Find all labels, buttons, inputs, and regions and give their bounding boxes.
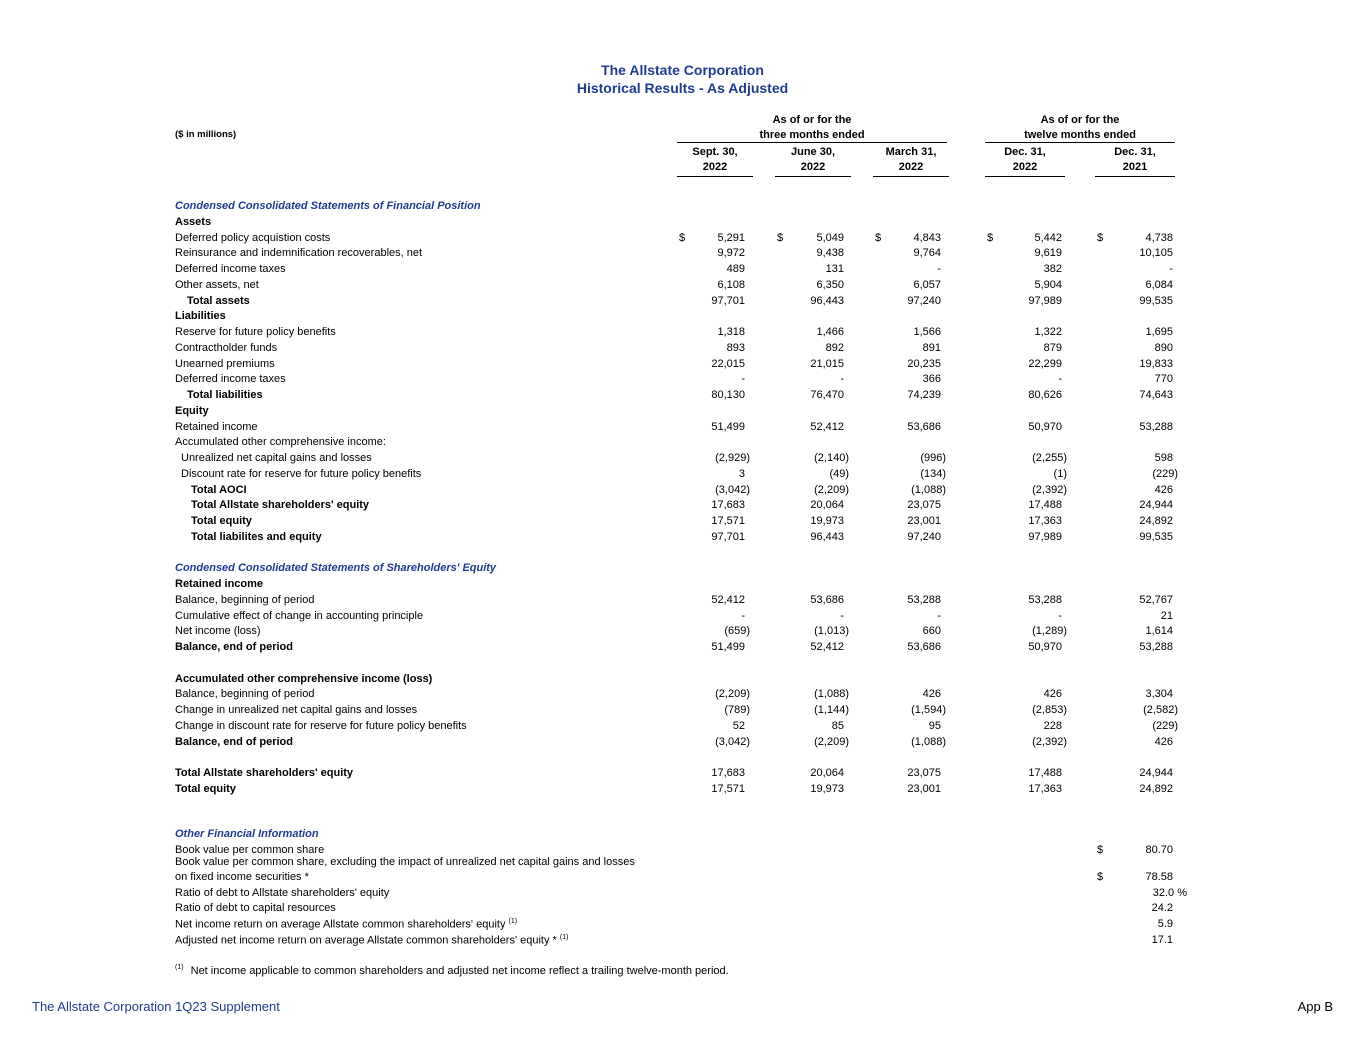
value-cell: (1,289) — [1032, 625, 1067, 638]
table-row — [0, 720, 1365, 736]
row-label: Total equity — [191, 515, 252, 527]
value-cell: 1,466 — [816, 326, 844, 338]
value-cell: (2,392) — [1032, 735, 1067, 748]
value-cell: (2,209) — [715, 688, 750, 701]
book-value-excl-row-line1 — [0, 856, 1365, 872]
row-label: Liabilities — [175, 310, 226, 323]
value-cell: 4,738 — [1145, 231, 1173, 244]
value-cell: 52,767 — [1139, 593, 1173, 606]
row-label — [175, 918, 517, 931]
value-cell: (2,209) — [814, 483, 849, 496]
group-header-line1: As of or for the — [1040, 114, 1120, 126]
section-title: Other Financial Information — [175, 828, 319, 840]
column-header-june-2022 — [775, 145, 851, 175]
row-label: Equity — [175, 404, 209, 417]
value-cell: 74,643 — [1139, 389, 1173, 401]
value-cell: 3,304 — [1145, 688, 1173, 701]
table-row — [0, 279, 1365, 295]
value-cell: - — [840, 609, 844, 622]
row-label: Contractholder funds — [175, 341, 278, 354]
table-row — [0, 531, 1365, 547]
value-cell: 53,686 — [907, 641, 941, 653]
report-subtitle: Historical Results - As Adjusted — [576, 80, 789, 96]
value-cell: 21,015 — [810, 357, 844, 370]
value-cell: (2,209) — [814, 735, 849, 748]
dollar-sign: $ — [777, 231, 784, 244]
row-label: Unearned premiums — [175, 357, 275, 370]
value-cell: 9,438 — [816, 247, 844, 260]
ratio-debt-equity-row — [0, 887, 1365, 903]
column-header-line1: Sept. 30, — [692, 146, 738, 158]
table-row — [0, 421, 1365, 437]
value-cell: 97,701 — [711, 530, 745, 543]
row-label: Total equity — [175, 782, 236, 795]
row-label: Unrealized net capital gains and losses — [181, 452, 372, 464]
table-row — [0, 247, 1365, 263]
value-cell: (2,392) — [1032, 483, 1067, 496]
value-cell: 20,235 — [907, 357, 941, 370]
value-cell: (2,853) — [1032, 704, 1067, 716]
value-cell: 426 — [1154, 735, 1173, 748]
table-row — [0, 436, 1365, 452]
table-row — [0, 704, 1365, 720]
value-cell: 24,892 — [1139, 515, 1173, 527]
value-cell: 426 — [922, 688, 941, 701]
group-header-twelve-months — [985, 113, 1175, 143]
footer-page-label: App B — [1297, 999, 1333, 1014]
value-cell: 890 — [1154, 341, 1173, 354]
value-cell: 53,288 — [1028, 593, 1062, 606]
value-cell: 32.0 % — [1152, 887, 1187, 899]
value-cell: 17.1 — [1151, 934, 1173, 946]
value-cell: 96,443 — [810, 294, 844, 307]
column-underline — [677, 176, 753, 177]
group-header-line1: As of or for the — [772, 114, 852, 126]
value-cell: 23,001 — [907, 515, 941, 527]
row-label: Total Allstate shareholders' equity — [191, 499, 370, 512]
value-cell: (3,042) — [715, 735, 750, 748]
value-cell: 17,683 — [711, 499, 745, 512]
ratio-debt-capital-row — [0, 902, 1365, 918]
table-row — [0, 232, 1365, 248]
table-row — [0, 452, 1365, 468]
row-label: Book value per common share, excluding the impact of unrealized net capital gains and losses — [175, 856, 635, 868]
footnote — [175, 964, 729, 977]
value-cell: 24,944 — [1139, 499, 1173, 512]
units-label: ($ in millions) — [175, 129, 237, 140]
value-cell: 9,972 — [717, 247, 745, 260]
column-header-line2: 2021 — [1122, 161, 1148, 173]
value-cell: - — [840, 373, 844, 386]
row-label — [175, 934, 568, 947]
row-label: Balance, end of period — [175, 735, 293, 748]
section-heading — [0, 562, 1365, 578]
row-label: Balance, beginning of period — [175, 593, 315, 606]
table-row — [0, 673, 1365, 689]
value-cell: 20,064 — [810, 767, 844, 779]
column-underline — [1095, 176, 1175, 177]
adjusted-net-income-return-row — [0, 934, 1365, 950]
value-cell: 97,989 — [1028, 530, 1062, 543]
table-row — [0, 688, 1365, 704]
value-cell: (2,929) — [715, 452, 750, 464]
group-underline — [677, 142, 947, 143]
row-label: Deferred income taxes — [175, 373, 286, 386]
row-label: Cumulative effect of change in accounting principle — [175, 609, 424, 622]
table-row — [0, 594, 1365, 610]
value-cell: 97,701 — [711, 294, 745, 307]
column-header-line2: 2022 — [898, 161, 924, 173]
section-heading — [0, 200, 1365, 216]
value-cell: 52,412 — [711, 593, 745, 606]
table-row — [0, 405, 1365, 421]
table-row — [0, 751, 1365, 767]
footnote-text: Net income applicable to common shareholders and adjusted net income reflect a trailing twelve-month period. — [190, 964, 729, 977]
value-cell: 893 — [726, 341, 745, 354]
table-row — [0, 263, 1365, 279]
row-label: Total Allstate shareholders' equity — [175, 767, 354, 779]
value-cell: 23,075 — [907, 499, 941, 512]
value-cell: 17,488 — [1028, 499, 1062, 512]
value-cell: 19,833 — [1139, 357, 1173, 370]
value-cell: - — [741, 609, 745, 622]
value-cell: 1,318 — [717, 326, 745, 338]
row-label: Retained income — [175, 578, 264, 590]
value-cell: 6,108 — [717, 278, 745, 291]
value-cell: 80,626 — [1028, 389, 1062, 401]
row-label: Accumulated other comprehensive income (loss) — [175, 672, 433, 685]
column-header-line2: 2022 — [800, 161, 826, 173]
row-label: Reinsurance and indemnification recoverables, net — [175, 247, 423, 260]
column-header-line1: Dec. 31, — [1114, 146, 1156, 158]
value-cell: 53,288 — [907, 593, 941, 606]
value-cell: 51,499 — [711, 420, 745, 433]
value-cell: 5,291 — [717, 231, 745, 244]
value-cell: 21 — [1160, 609, 1173, 622]
value-cell: 23,001 — [907, 782, 941, 795]
value-cell: 770 — [1154, 373, 1173, 386]
value-cell: 52,412 — [810, 641, 844, 653]
table-row — [0, 373, 1365, 389]
value-cell: 76,470 — [810, 389, 844, 401]
value-cell: (134) — [920, 467, 946, 480]
value-cell: 80.70 — [1145, 844, 1173, 856]
value-cell: 366 — [922, 373, 941, 386]
value-cell: 1,566 — [913, 326, 941, 338]
column-header-sept-2022 — [677, 145, 753, 175]
value-cell: - — [937, 609, 941, 622]
footnote-marker: (1) — [508, 918, 518, 925]
value-cell: 6,084 — [1145, 278, 1173, 291]
dollar-sign: $ — [875, 231, 882, 244]
table-row — [0, 499, 1365, 515]
row-label: Balance, end of period — [175, 641, 293, 653]
group-header-three-months — [677, 113, 947, 143]
row-label-text: Adjusted net income return on average Allstate common shareholders' equity * — [175, 934, 557, 947]
column-underline — [985, 176, 1065, 177]
value-cell: 99,535 — [1139, 530, 1173, 543]
value-cell: 51,499 — [711, 641, 745, 653]
column-underline — [873, 176, 949, 177]
value-cell: - — [1169, 263, 1173, 275]
value-cell: 50,970 — [1028, 420, 1062, 433]
value-cell: - — [937, 263, 941, 275]
value-cell: 1,614 — [1145, 625, 1173, 638]
value-cell: (789) — [724, 704, 750, 716]
value-cell: 660 — [922, 625, 941, 638]
value-cell: 17,363 — [1028, 782, 1062, 795]
table-row — [0, 358, 1365, 374]
value-cell: 228 — [1043, 719, 1062, 732]
value-cell: 6,350 — [816, 278, 844, 291]
table-row — [0, 578, 1365, 594]
table-row — [0, 484, 1365, 500]
row-label: Reserve for future policy benefits — [175, 326, 336, 338]
table-row — [0, 326, 1365, 342]
value-cell: (1,088) — [911, 483, 946, 496]
value-cell: 10,105 — [1139, 247, 1173, 260]
table-row — [0, 783, 1365, 799]
row-label: Deferred policy acquistion costs — [175, 231, 331, 244]
value-cell: (49) — [829, 467, 849, 480]
value-cell: 426 — [1043, 688, 1062, 701]
value-cell: (2,582) — [1143, 704, 1178, 716]
group-header-line2: twelve months ended — [1024, 129, 1136, 141]
table-row — [0, 295, 1365, 311]
net-income-return-row — [0, 918, 1365, 934]
table-row — [0, 641, 1365, 657]
value-cell: 52,412 — [810, 420, 844, 433]
footer-document-title: The Allstate Corporation 1Q23 Supplement — [32, 999, 280, 1014]
value-cell: 85 — [831, 719, 844, 732]
value-cell: 3 — [738, 467, 745, 480]
value-cell: 99,535 — [1139, 294, 1173, 307]
row-label: Discount rate for reserve for future policy benefits — [181, 467, 422, 480]
value-cell: (1,144) — [814, 704, 849, 716]
value-cell: 9,619 — [1034, 247, 1062, 260]
dollar-sign: $ — [1097, 231, 1104, 244]
row-label: Assets — [175, 215, 212, 228]
value-cell: 22,015 — [711, 357, 745, 370]
value-cell: 50,970 — [1028, 641, 1062, 653]
value-cell: 5.9 — [1157, 918, 1173, 930]
value-cell: 24.2 — [1151, 902, 1173, 914]
table-row — [0, 657, 1365, 673]
value-cell: 17,571 — [711, 782, 745, 795]
value-cell: 22,299 — [1028, 357, 1062, 370]
value-cell: 52 — [732, 719, 745, 732]
value-cell: 74,239 — [907, 389, 941, 401]
row-label-text: Net income return on average Allstate common shareholders' equity — [175, 918, 506, 931]
table-row — [0, 216, 1365, 232]
dollar-sign: $ — [679, 231, 686, 244]
value-cell: 489 — [726, 263, 745, 275]
value-cell: 53,686 — [810, 593, 844, 606]
column-header-march-2022 — [873, 145, 949, 175]
column-header-line2: 2022 — [1012, 161, 1038, 173]
row-label: Total liabilites and equity — [191, 530, 322, 543]
value-cell: 598 — [1154, 452, 1173, 464]
value-cell: 131 — [825, 263, 844, 275]
book-value-excl-row — [0, 871, 1365, 887]
row-label: Other assets, net — [175, 278, 259, 291]
row-label: Ratio of debt to capital resources — [175, 902, 336, 914]
value-cell: 891 — [922, 341, 941, 354]
value-cell: (229) — [1152, 719, 1178, 732]
row-label: Deferred income taxes — [175, 263, 286, 275]
value-cell: - — [1058, 373, 1062, 386]
table-row — [0, 547, 1365, 563]
value-cell: 9,764 — [913, 247, 941, 260]
value-cell: 892 — [825, 341, 844, 354]
group-header-line2: three months ended — [759, 129, 865, 141]
value-cell: 97,240 — [907, 530, 941, 543]
value-cell: 23,075 — [907, 767, 941, 779]
value-cell: 80,130 — [711, 389, 745, 401]
value-cell: (2,140) — [814, 452, 849, 464]
value-cell: 53,686 — [907, 420, 941, 433]
footnote-marker: (1) — [559, 934, 569, 941]
value-cell: 6,057 — [913, 278, 941, 291]
table-row — [0, 767, 1365, 783]
column-header-dec-2022 — [985, 145, 1065, 175]
row-label: Total AOCI — [191, 483, 247, 496]
value-cell: 382 — [1043, 263, 1062, 275]
row-label: Retained income — [175, 420, 258, 433]
column-header-dec-2021 — [1095, 145, 1175, 175]
table-row — [0, 342, 1365, 358]
table-row — [0, 515, 1365, 531]
value-cell: 53,288 — [1139, 641, 1173, 653]
value-cell: 97,240 — [907, 294, 941, 307]
dollar-sign: $ — [1097, 871, 1104, 883]
value-cell: 5,904 — [1034, 278, 1062, 291]
value-cell: 24,944 — [1139, 767, 1173, 779]
group-underline — [985, 142, 1175, 143]
table-row — [0, 625, 1365, 641]
row-label: Change in unrealized net capital gains and losses — [175, 704, 418, 716]
table-row — [0, 310, 1365, 326]
row-label: on fixed income securities * — [175, 871, 309, 883]
section-heading — [0, 828, 1365, 844]
value-cell: 879 — [1043, 341, 1062, 354]
value-cell: 19,973 — [810, 515, 844, 527]
value-cell: 17,571 — [711, 515, 745, 527]
value-cell: (1) — [1053, 467, 1067, 480]
row-label: Condensed Consolidated Statements of Shareholders' Equity — [175, 562, 497, 575]
value-cell: 4,843 — [913, 231, 941, 244]
value-cell: 78.58 — [1145, 871, 1173, 883]
row-label: Net income (loss) — [175, 625, 261, 638]
value-cell: 95 — [928, 719, 941, 732]
table-row — [0, 736, 1365, 752]
value-cell: 5,049 — [816, 231, 844, 244]
value-cell: 1,695 — [1145, 326, 1173, 338]
value-cell: 17,683 — [711, 767, 745, 779]
table-row — [0, 389, 1365, 405]
value-cell: (3,042) — [715, 483, 750, 496]
value-cell: (659) — [724, 625, 750, 638]
value-cell: 20,064 — [810, 499, 844, 512]
value-cell: 17,363 — [1028, 515, 1062, 527]
value-cell: 24,892 — [1139, 782, 1173, 795]
row-label: Change in discount rate for reserve for future policy benefits — [175, 719, 467, 732]
dollar-sign: $ — [987, 231, 994, 244]
value-cell: 96,443 — [810, 530, 844, 543]
value-cell: - — [741, 373, 745, 386]
column-header-line1: March 31, — [885, 146, 937, 158]
column-header-line1: June 30, — [790, 146, 836, 158]
value-cell: 5,442 — [1034, 231, 1062, 244]
footnote-marker: (1) — [175, 964, 184, 971]
column-header-line2: 2022 — [702, 161, 728, 173]
company-title: The Allstate Corporation — [601, 62, 764, 78]
value-cell: (2,255) — [1032, 452, 1067, 464]
value-cell: 97,989 — [1028, 294, 1062, 307]
value-cell: (1,594) — [911, 704, 946, 716]
row-label: Accumulated other comprehensive income: — [175, 436, 386, 449]
column-header-line1: Dec. 31, — [1004, 146, 1046, 158]
value-cell: 17,488 — [1028, 767, 1062, 779]
value-cell: (1,088) — [814, 688, 849, 701]
dollar-sign: $ — [1097, 844, 1104, 856]
table-row — [0, 610, 1365, 626]
value-cell: 1,322 — [1034, 326, 1062, 338]
row-label: Ratio of debt to Allstate shareholders' equity — [175, 887, 390, 899]
value-cell: 19,973 — [810, 782, 844, 795]
row-label: Condensed Consolidated Statements of Financial Position — [175, 200, 481, 212]
column-underline — [775, 176, 851, 177]
value-cell: (1,013) — [814, 625, 849, 638]
value-cell: (1,088) — [911, 735, 946, 748]
table-row — [0, 468, 1365, 484]
row-label: Total liabilities — [187, 389, 263, 401]
value-cell: - — [1058, 609, 1062, 622]
row-label: Balance, beginning of period — [175, 688, 315, 701]
value-cell: (996) — [920, 452, 946, 464]
value-cell: (229) — [1152, 467, 1178, 480]
row-label: Total assets — [187, 294, 250, 307]
row-label: Book value per common share — [175, 844, 325, 856]
value-cell: 426 — [1154, 483, 1173, 496]
value-cell: 53,288 — [1139, 420, 1173, 433]
